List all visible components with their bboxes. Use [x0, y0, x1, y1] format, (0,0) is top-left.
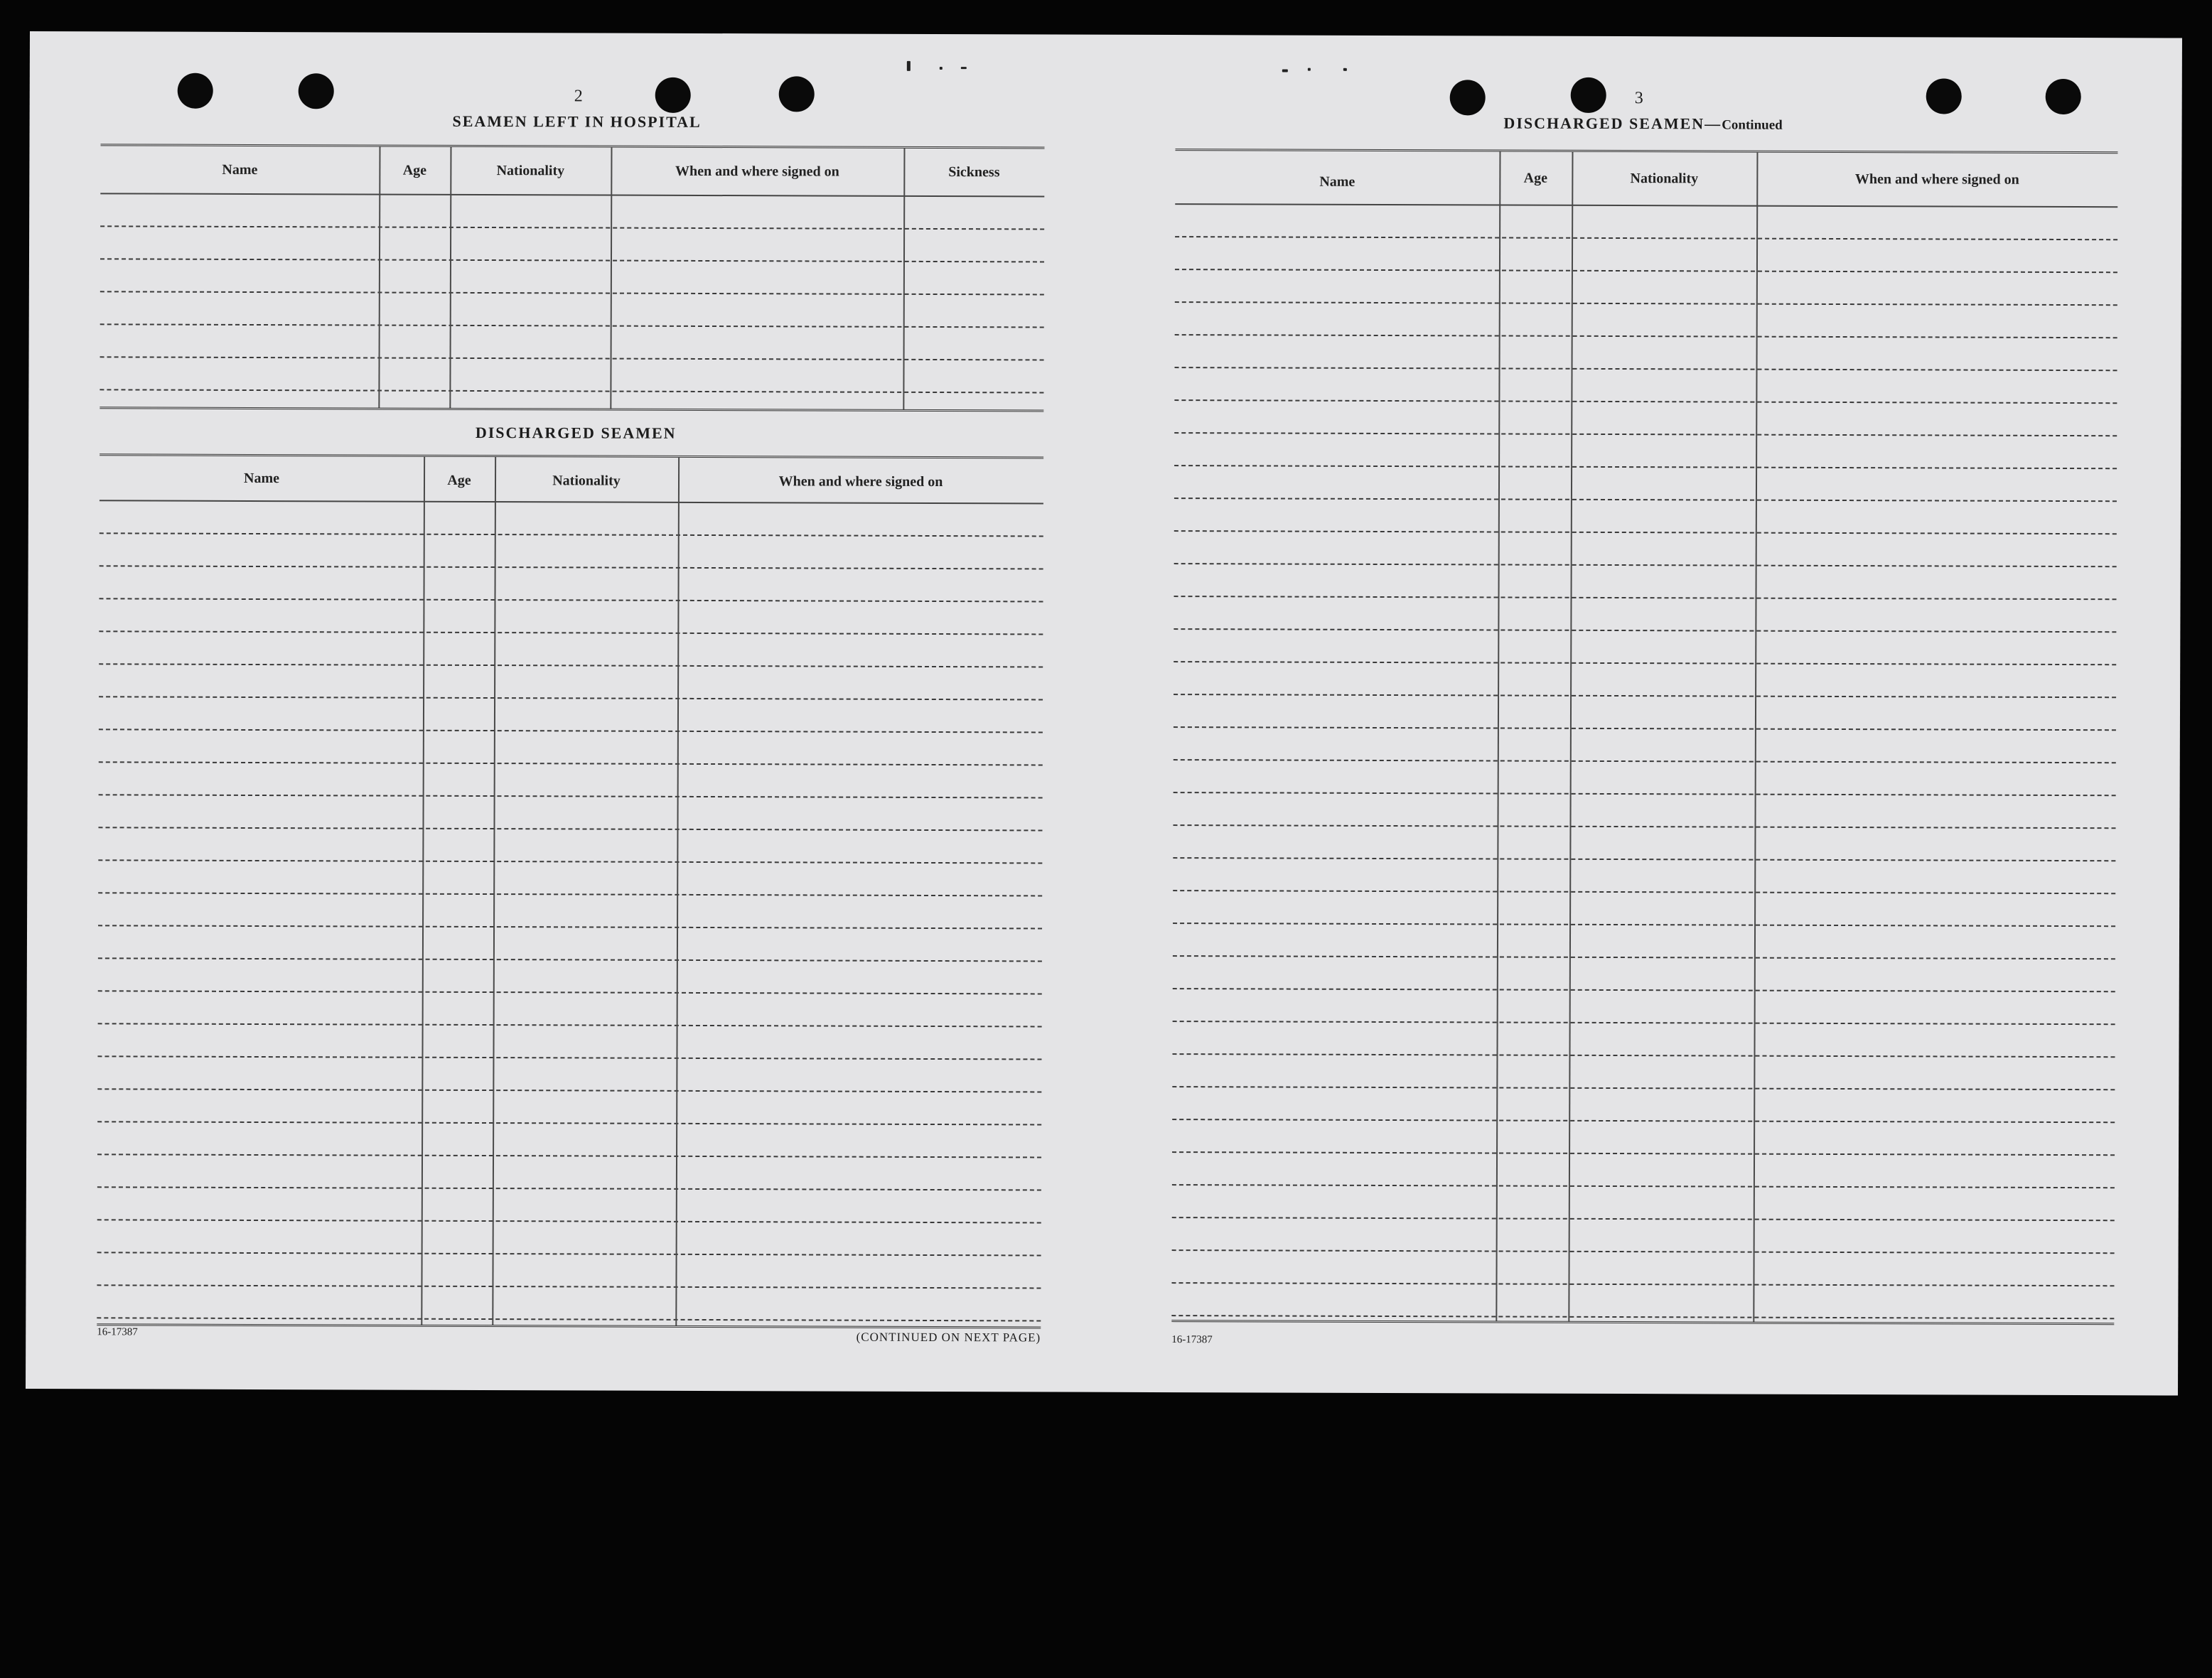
- title-continued: Continued: [1722, 117, 1783, 133]
- table-row[interactable]: [1172, 1120, 2115, 1156]
- punch-hole: [1450, 80, 1486, 115]
- table-row[interactable]: [97, 1155, 1041, 1190]
- hospital-table: [100, 144, 1044, 410]
- table-row[interactable]: [99, 632, 1043, 667]
- table-row[interactable]: [1173, 957, 2115, 992]
- page-number: 2: [574, 87, 583, 106]
- punch-hole: [2046, 79, 2081, 114]
- table-row[interactable]: [1172, 1087, 2115, 1123]
- table-row[interactable]: [1174, 368, 2117, 404]
- table-row[interactable]: [97, 1253, 1041, 1289]
- ink-mark: [1282, 70, 1288, 72]
- table-row[interactable]: [1173, 793, 2115, 829]
- table-row[interactable]: [1175, 335, 2117, 371]
- table-row[interactable]: [100, 325, 1044, 360]
- table-row[interactable]: [1172, 1055, 2115, 1090]
- table-row[interactable]: [100, 259, 1044, 295]
- table-row[interactable]: [100, 292, 1044, 328]
- punch-hole: [779, 76, 815, 112]
- page-number: 3: [1634, 89, 1643, 108]
- table-row[interactable]: [99, 763, 1043, 798]
- column-header-nationality: Nationality: [552, 473, 621, 489]
- table-row[interactable]: [1175, 205, 2117, 240]
- column-header-when-where-signed-on: When and where signed on: [675, 163, 839, 180]
- column-header-when-where-signed-on: When and where signed on: [778, 473, 943, 490]
- discharged-section-title: DISCHARGED SEAMEN: [475, 423, 677, 442]
- table-row[interactable]: [1175, 237, 2117, 273]
- table-row[interactable]: [99, 697, 1043, 733]
- table-row[interactable]: [1174, 630, 2116, 665]
- ink-mark: [907, 61, 911, 71]
- ink-mark: [1308, 68, 1311, 71]
- table-row[interactable]: [1174, 728, 2116, 763]
- table-row[interactable]: [1174, 597, 2116, 633]
- table-row[interactable]: [1174, 434, 2117, 469]
- table-row[interactable]: [1171, 1251, 2114, 1286]
- discharged-table-left: [97, 453, 1043, 1327]
- form-number: 16-17387: [97, 1326, 138, 1338]
- punch-hole: [1571, 77, 1606, 113]
- column-header-name: Name: [222, 161, 258, 178]
- discharged-continued-title: [1380, 114, 1906, 134]
- table-row[interactable]: [97, 1220, 1041, 1256]
- table-row[interactable]: [98, 828, 1042, 864]
- table-row[interactable]: [1175, 303, 2117, 338]
- table-row[interactable]: [1174, 532, 2117, 567]
- punch-hole: [655, 77, 691, 113]
- table-row[interactable]: [1173, 891, 2115, 927]
- table-row[interactable]: [1174, 564, 2117, 600]
- discharged-table-continued: [1171, 149, 2117, 1323]
- table-row[interactable]: [98, 861, 1042, 896]
- table-row[interactable]: [97, 1090, 1041, 1125]
- table-row[interactable]: [98, 926, 1042, 962]
- table-row[interactable]: [99, 599, 1043, 635]
- ink-mark: [1343, 68, 1347, 71]
- table-row[interactable]: [99, 730, 1043, 765]
- table-row[interactable]: [1173, 826, 2115, 861]
- table-row[interactable]: [1174, 695, 2116, 731]
- table-row[interactable]: [100, 534, 1043, 569]
- column-header-when-where-signed-on: When and where signed on: [1854, 171, 2019, 188]
- table-row[interactable]: [1171, 1284, 2114, 1319]
- table-row[interactable]: [1172, 1022, 2115, 1058]
- table-row[interactable]: [97, 1122, 1041, 1158]
- ink-mark: [961, 67, 967, 69]
- table-row[interactable]: [100, 501, 1043, 537]
- table-row[interactable]: [1172, 1185, 2115, 1221]
- table-row[interactable]: [98, 991, 1042, 1027]
- table-row[interactable]: [98, 959, 1042, 994]
- table-row[interactable]: [1174, 662, 2116, 698]
- table-row[interactable]: [1174, 499, 2117, 534]
- table-row[interactable]: [1174, 760, 2116, 796]
- table-row[interactable]: [100, 227, 1044, 262]
- column-header-name: Name: [243, 470, 280, 487]
- column-header-nationality: Nationality: [1630, 171, 1699, 187]
- punch-hole: [299, 73, 334, 109]
- column-header-name: Name: [1319, 173, 1355, 190]
- table-row[interactable]: [100, 357, 1043, 393]
- table-row[interactable]: [97, 1286, 1041, 1321]
- form-number: 16-17387: [1171, 1334, 1213, 1346]
- table-row[interactable]: [1172, 1218, 2115, 1254]
- table-row[interactable]: [1175, 270, 2117, 306]
- punch-hole: [178, 73, 213, 109]
- column-header-nationality: Nationality: [496, 163, 565, 179]
- table-row[interactable]: [1174, 466, 2117, 502]
- ink-mark: [940, 67, 943, 70]
- table-row[interactable]: [98, 893, 1042, 929]
- title-main: DISCHARGED SEAMEN—: [1503, 114, 1722, 133]
- table-row[interactable]: [1173, 859, 2115, 894]
- table-row[interactable]: [1174, 401, 2117, 436]
- table-row[interactable]: [97, 1024, 1041, 1060]
- table-row[interactable]: [99, 665, 1043, 700]
- column-header-age: Age: [402, 162, 427, 178]
- table-row[interactable]: [97, 1057, 1041, 1092]
- column-header-sickness: Sickness: [948, 164, 1000, 181]
- hospital-section-title: SEAMEN LEFT IN HOSPITAL: [452, 112, 702, 131]
- column-header-age: Age: [1523, 170, 1548, 186]
- table-row[interactable]: [97, 1188, 1041, 1223]
- ledger-sheet: [26, 31, 2182, 1396]
- table-row[interactable]: [99, 566, 1043, 602]
- table-row[interactable]: [100, 194, 1044, 230]
- table-row[interactable]: [98, 795, 1042, 831]
- column-header-age: Age: [447, 472, 471, 488]
- table-row[interactable]: [1173, 989, 2115, 1025]
- table-row[interactable]: [1173, 924, 2115, 959]
- continued-note: (CONTINUED ON NEXT PAGE): [856, 1330, 1041, 1345]
- punch-hole: [1926, 78, 1962, 114]
- table-row[interactable]: [1172, 1153, 2115, 1188]
